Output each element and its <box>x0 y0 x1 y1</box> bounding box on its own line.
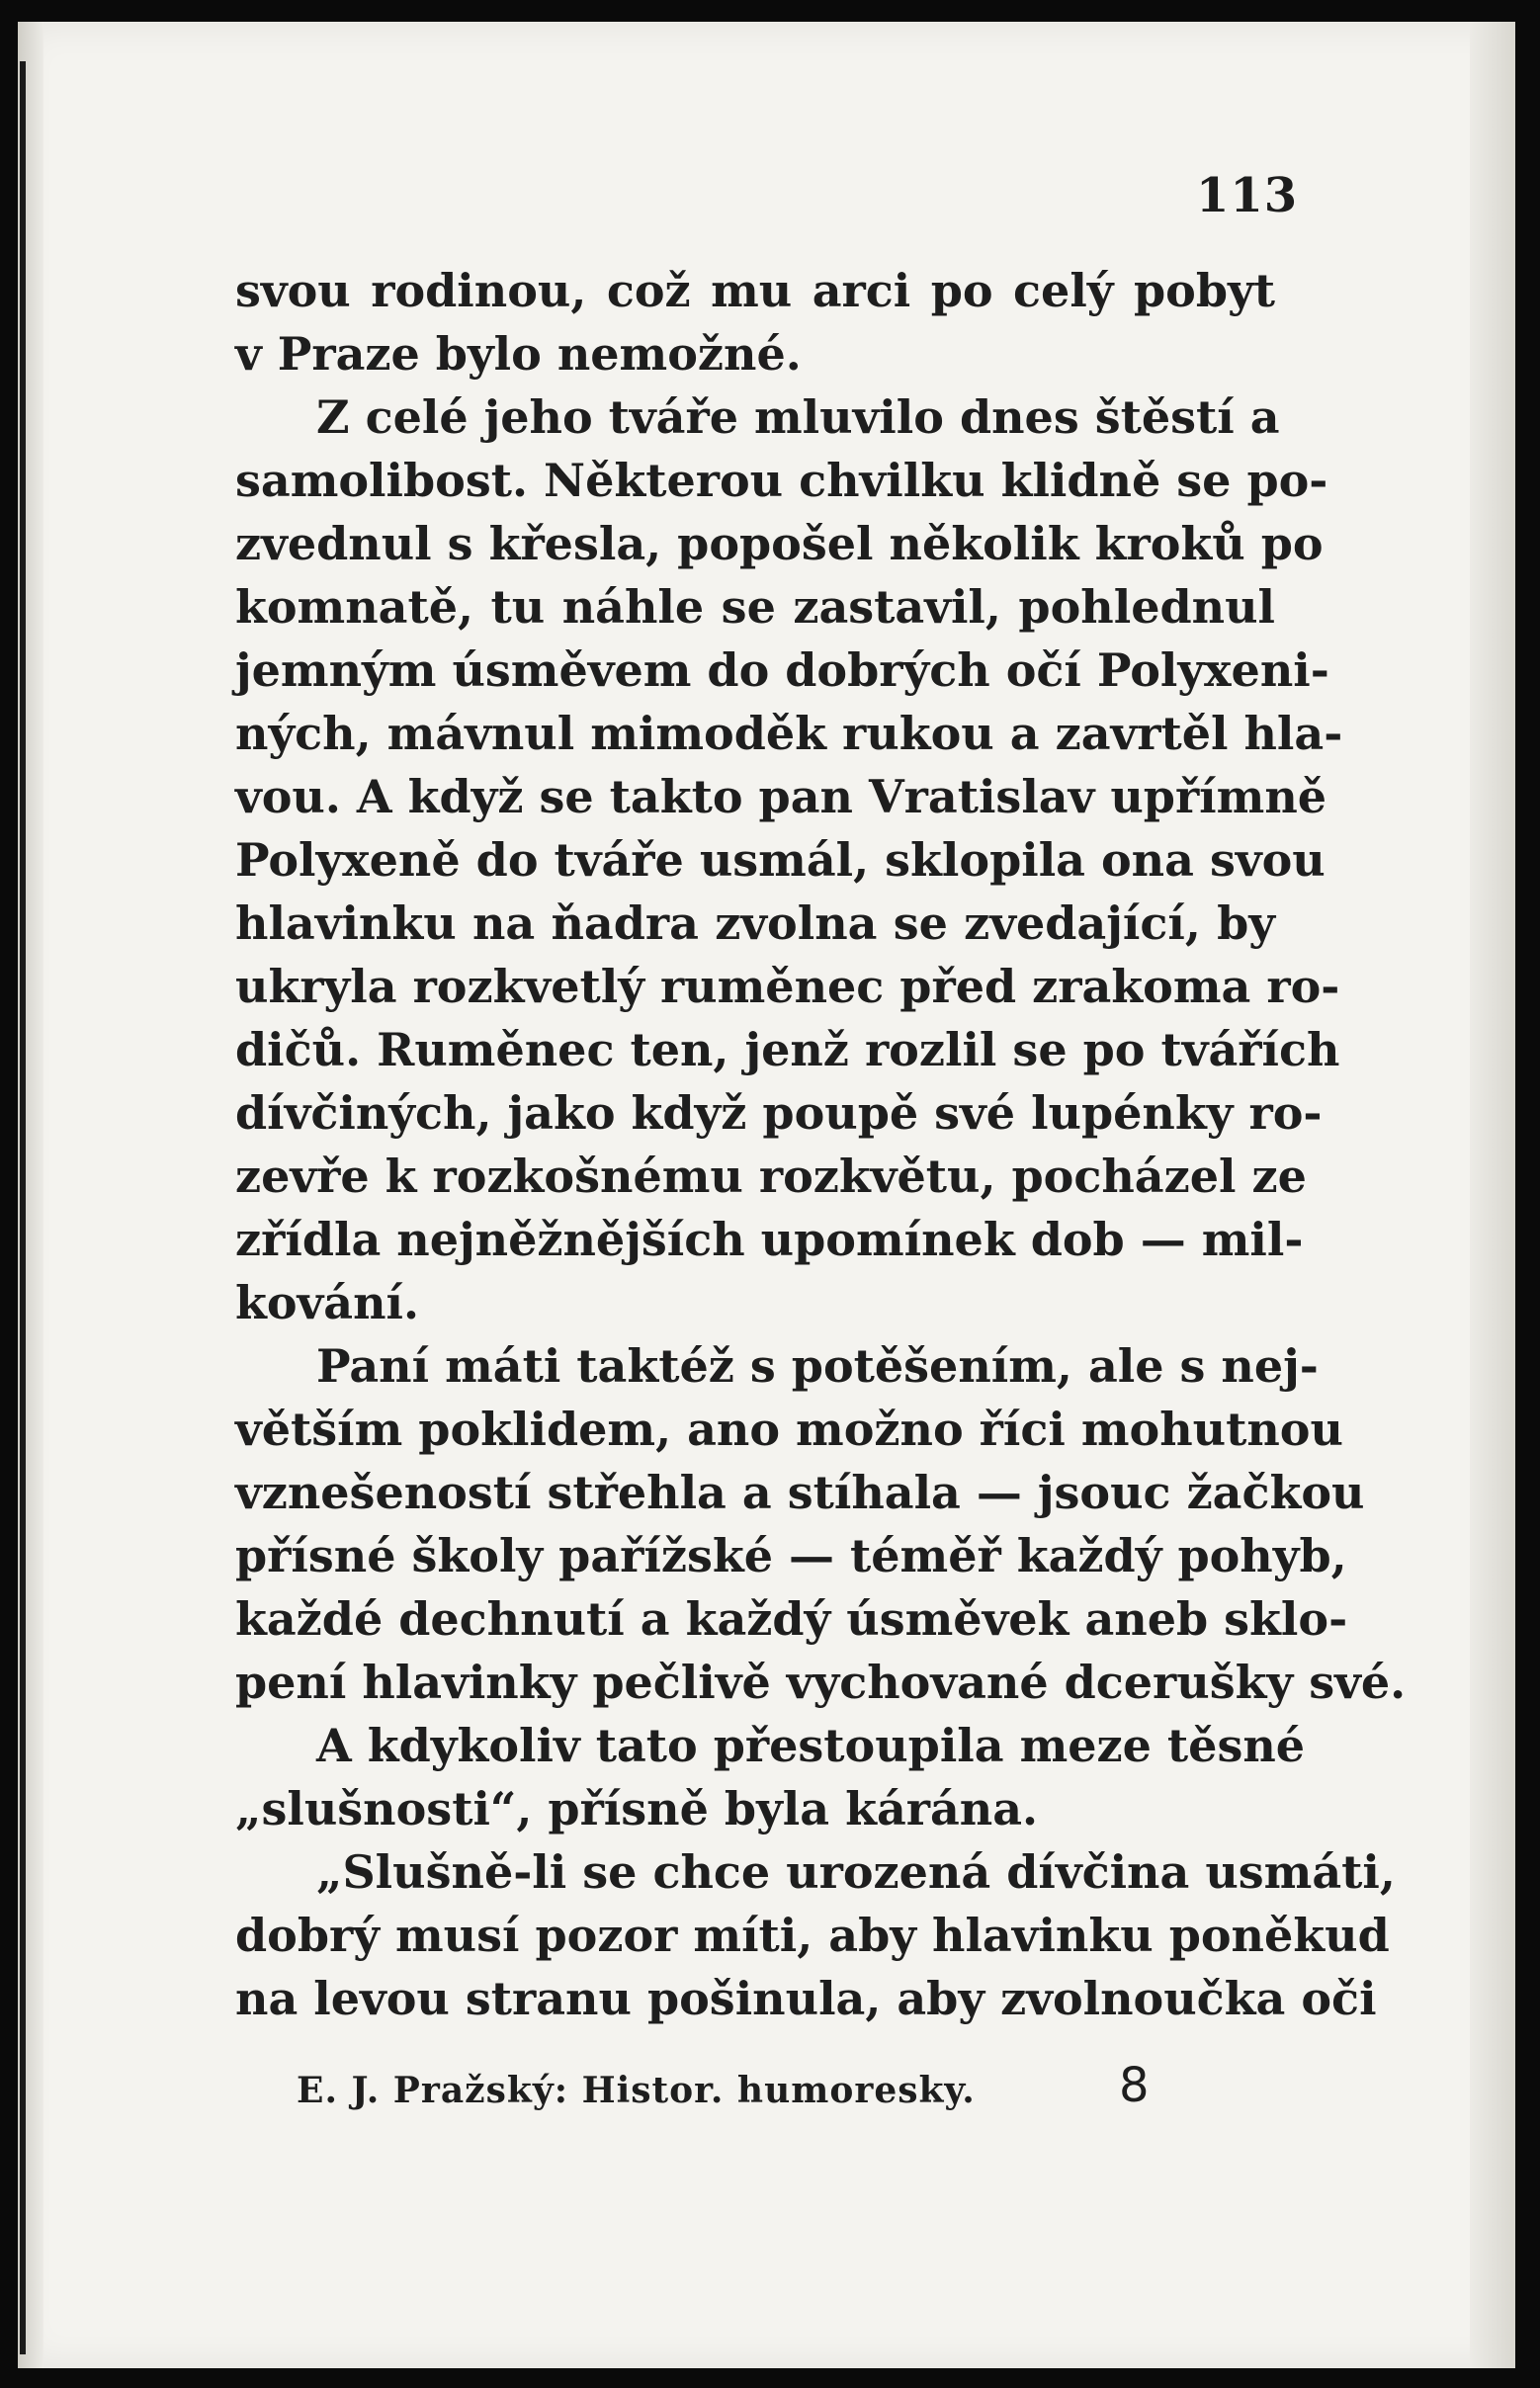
text-line: každé dechnutí a každý úsměvek aneb sklo- <box>235 1592 1348 1646</box>
text-line: svou rodinou, což mu arci po celý pobyt <box>235 264 1275 317</box>
text-line: zevře k rozkošnému rozkvětu, pocházel ze <box>235 1150 1307 1203</box>
page-right-edge <box>1470 22 1515 2368</box>
text-line: dičů. Ruměnec ten, jenž rozlil se po tvářích <box>235 1023 1340 1076</box>
text-line: na levou stranu pošinula, aby zvolnoučka oči <box>235 1972 1377 2025</box>
page-footer <box>297 2058 1275 2117</box>
text-line: Paní máti taktéž s potěšením, ale s nej- <box>316 1339 1319 1393</box>
footer-signature-mark: 8 <box>1119 2058 1150 2113</box>
body-text <box>235 259 1407 2030</box>
text-line: v Praze bylo nemožné. <box>235 327 802 381</box>
text-line: dívčiných, jako když poupě své lupénky ro- <box>235 1086 1323 1140</box>
page-number: 113 <box>1196 168 1299 223</box>
text-line: „slušnosti“, přísně byla kárána. <box>235 1782 1039 1835</box>
text-line: jemným úsměvem do dobrých očí Polyxeni- <box>235 643 1329 697</box>
text-line: vou. A když se takto pan Vratislav upřímně <box>235 770 1327 823</box>
footer-book-title: E. J. Pražský: Histor. humoresky. <box>297 2070 976 2111</box>
text-line: A kdykoliv tato přestoupila meze těsné <box>316 1719 1306 1772</box>
text-line: přísné školy pařížské — téměř každý pohyb, <box>235 1529 1347 1582</box>
text-line: „Slušně-li se chce urozená dívčina usmáti, <box>316 1845 1396 1899</box>
text-line: dobrý musí pozor míti, aby hlavinku poněkud <box>235 1909 1390 1962</box>
text-line: kování. <box>235 1276 420 1329</box>
text-line: ukryla rozkvetlý ruměnec před zrakoma ro- <box>235 960 1340 1013</box>
text-line: vznešeností střehla a stíhala — jsouc žačkou <box>235 1466 1365 1519</box>
text-line: hlavinku na ňadra zvolna se zvedající, by <box>235 896 1275 950</box>
text-line: komnatě, tu náhle se zastavil, pohlednul <box>235 580 1275 634</box>
text-line: zvednul s křesla, popošel několik kroků po <box>235 517 1324 570</box>
text-line: pení hlavinky pečlivě vychované dcerušky své. <box>235 1656 1407 1709</box>
text-line: zřídla nejněžnějších upomínek dob — mil- <box>235 1213 1304 1266</box>
page-gutter <box>18 22 43 2368</box>
text-line: samolibost. Některou chvilku klidně se po- <box>235 454 1328 507</box>
text-line: větším poklidem, ano možno říci mohutnou <box>235 1403 1343 1456</box>
text-line: ných, mávnul mimoděk rukou a zavrtěl hla- <box>235 707 1343 760</box>
gutter-edge-line <box>20 61 26 2354</box>
text-line: Polyxeně do tváře usmál, sklopila ona svou <box>235 833 1326 887</box>
text-line: Z celé jeho tváře mluvilo dnes štěstí a <box>316 390 1280 444</box>
